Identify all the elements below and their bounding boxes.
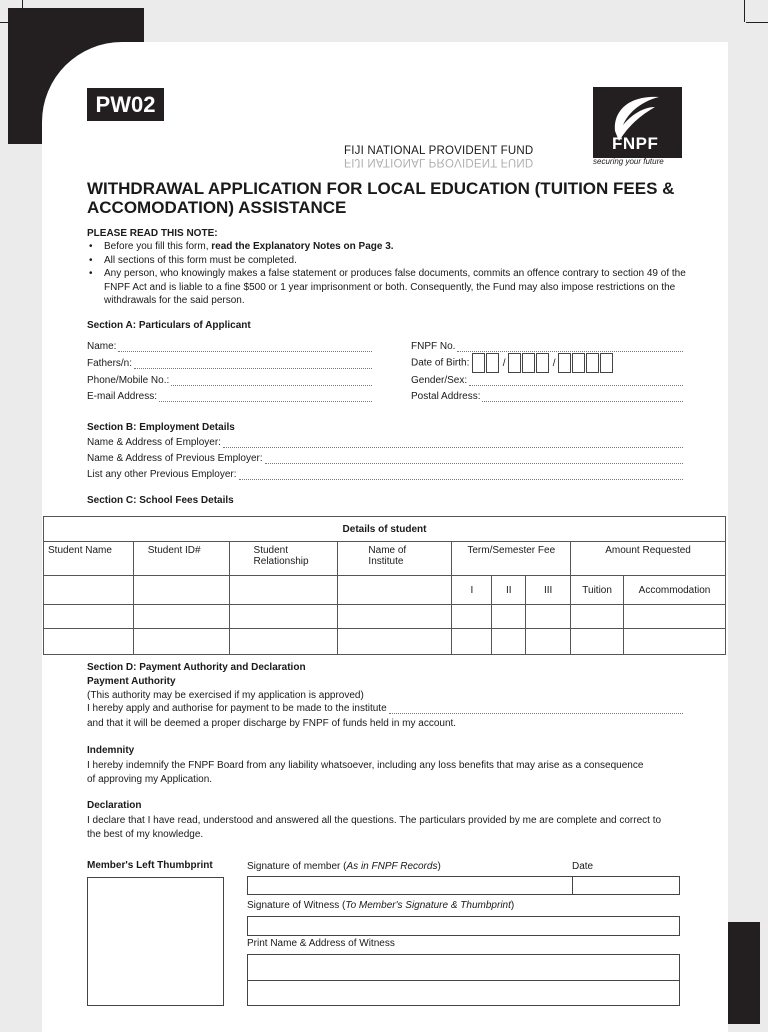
fund-name: FIJI NATIONAL PROVIDENT FUND FIJI NATIONAL PROVIDENT FUND: [344, 145, 534, 168]
table-cell[interactable]: [44, 605, 134, 629]
table-cell[interactable]: [571, 605, 624, 629]
header-relationship: Student Relationship: [229, 542, 338, 576]
table-cell[interactable]: [624, 629, 726, 655]
payment-authority-heading: Payment Authority: [87, 676, 176, 687]
gender-field[interactable]: [411, 375, 683, 386]
field-label: FNPF No.: [411, 341, 456, 352]
field-label: E-mail Address:: [87, 391, 158, 402]
payment-authority-text: and that it will be deemed a proper discharge by FNPF of funds held in my account.: [87, 718, 457, 729]
logo-text: FNPF: [612, 134, 659, 153]
witness-signature-label: Signature of Witness (To Member's Signature & Thumbprint): [247, 900, 515, 911]
field-label: Name & Address of Previous Employer:: [87, 453, 263, 464]
declaration-heading: Declaration: [87, 800, 142, 811]
fnpf-no-field[interactable]: [411, 341, 683, 352]
section-c-heading: Section C: School Fees Details: [87, 495, 234, 506]
declaration-text: I declare that I have read, understood and answered all the questions. The particulars provided by me are complete and correct to the best of my knowledge.: [87, 815, 662, 840]
fathers-name-field[interactable]: [87, 358, 372, 369]
field-label: Gender/Sex:: [411, 375, 468, 386]
list-item: • Any person, who knowingly makes a false statement or produces false documents, commits an offence contrary to section 49 of the FNPF Act and is liable to a fine $500 or 1 year imprisonment or both. Consequently, the Fund may also impose restrictions on the withdrawals for the said person.: [87, 267, 687, 308]
field-label: Postal Address:: [411, 391, 481, 402]
indemnity-text: I hereby indemnify the FNPF Board from any liability whatsoever, including any loss benefits that may arise as a consequence of approving my Application.: [87, 760, 644, 785]
logo-tagline: securing your future: [593, 157, 664, 166]
header-term-1: I: [452, 576, 492, 605]
field-label: Phone/Mobile No.:: [87, 375, 170, 386]
table-cell[interactable]: [229, 605, 338, 629]
crop-mark: [744, 0, 745, 22]
header-amount: Amount Requested: [571, 542, 726, 576]
list-item: • Before you fill this form, read the Explanatory Notes on Page 3.: [87, 240, 687, 254]
thumbprint-box[interactable]: [87, 877, 224, 1006]
dob-month-box[interactable]: [536, 353, 549, 373]
table-cell[interactable]: [229, 629, 338, 655]
header-tuition: Tuition: [571, 576, 624, 605]
table-title: Details of student: [44, 517, 726, 542]
table-row: [44, 517, 726, 542]
thumbprint-label: Member's Left Thumbprint: [87, 860, 213, 871]
table-cell[interactable]: [624, 605, 726, 629]
section-a-heading: Section A: Particulars of Applicant: [87, 320, 251, 331]
name-field[interactable]: [87, 341, 372, 352]
table-subheader-row: [44, 576, 726, 605]
dob-day-box[interactable]: [472, 353, 485, 373]
indemnity-heading: Indemnity: [87, 745, 135, 756]
date-separator: /: [502, 357, 506, 369]
date-separator: /: [552, 357, 556, 369]
dob-year-box[interactable]: [600, 353, 613, 373]
field-label: Name & Address of Employer:: [87, 437, 221, 448]
table-header-row: [44, 542, 726, 576]
table-cell[interactable]: [338, 576, 452, 605]
table-cell[interactable]: [492, 629, 526, 655]
dob-day-box[interactable]: [486, 353, 499, 373]
witness-name-label: Print Name & Address of Witness: [247, 938, 395, 949]
witness-address-box[interactable]: [247, 980, 680, 1006]
form-code: PW02: [87, 88, 164, 121]
phone-field[interactable]: [87, 375, 372, 386]
header-student-name: Student Name: [44, 542, 134, 576]
member-signature-label: Signature of member (As in FNPF Records): [247, 861, 441, 872]
header-term-fee: Term/Semester Fee: [452, 542, 571, 576]
field-label: List any other Previous Employer:: [87, 469, 237, 480]
table-row: [44, 629, 726, 655]
table-cell[interactable]: [338, 629, 452, 655]
postal-address-field[interactable]: [411, 391, 683, 402]
note-heading: PLEASE READ THIS NOTE:: [87, 228, 218, 239]
field-label: I hereby apply and authorise for payment to be made to the institute: [87, 703, 387, 714]
table-cell[interactable]: [133, 605, 229, 629]
section-b-heading: Section B: Employment Details: [87, 422, 235, 433]
witness-signature-box[interactable]: [247, 916, 680, 936]
table-cell[interactable]: [133, 629, 229, 655]
field-label: Name:: [87, 341, 117, 352]
payment-authority-note: (This authority may be exercised if my application is approved): [87, 690, 364, 701]
section-d-heading: Section D: Payment Authority and Declaration: [87, 662, 306, 673]
table-row: [44, 605, 726, 629]
dob-year-box[interactable]: [558, 353, 571, 373]
date-box[interactable]: [572, 876, 680, 895]
dob-month-box[interactable]: [522, 353, 535, 373]
header-term-3: III: [526, 576, 571, 605]
crop-mark: [746, 22, 768, 23]
header-term-2: II: [492, 576, 526, 605]
crop-mark: [22, 0, 23, 8]
table-cell[interactable]: [492, 605, 526, 629]
school-fees-table: [43, 516, 726, 655]
institute-payment-field[interactable]: [87, 703, 683, 714]
dob-year-box[interactable]: [572, 353, 585, 373]
table-cell[interactable]: [452, 629, 492, 655]
field-label: Fathers/n:: [87, 358, 133, 369]
table-cell[interactable]: [526, 629, 571, 655]
table-cell[interactable]: [338, 605, 452, 629]
header-institute: Name of Institute: [338, 542, 452, 576]
dob-year-box[interactable]: [586, 353, 599, 373]
witness-name-box[interactable]: [247, 954, 680, 981]
table-cell[interactable]: [44, 576, 134, 605]
table-cell[interactable]: [452, 605, 492, 629]
table-cell[interactable]: [571, 629, 624, 655]
other-employer-field[interactable]: [87, 469, 683, 480]
table-cell[interactable]: [229, 576, 338, 605]
header-accommodation: Accommodation: [624, 576, 726, 605]
header-student-id: Student ID#: [133, 542, 229, 576]
date-label: Date: [572, 861, 594, 872]
form-title: WITHDRAWAL APPLICATION FOR LOCAL EDUCATION (TUITION FEES & ACCOMODATION) ASSISTANCE: [87, 179, 675, 217]
field-label: Date of Birth:: [411, 357, 470, 369]
notes-list: [87, 240, 687, 308]
table-cell[interactable]: [133, 576, 229, 605]
member-signature-box[interactable]: [247, 876, 573, 895]
table-cell[interactable]: [526, 605, 571, 629]
table-cell[interactable]: [44, 629, 134, 655]
employer-field[interactable]: [87, 437, 683, 448]
dob-field: [411, 353, 614, 373]
previous-employer-field[interactable]: [87, 453, 683, 464]
dob-month-box[interactable]: [508, 353, 521, 373]
list-item: • All sections of this form must be completed.: [87, 254, 687, 268]
fund-name-reflection: FIJI NATIONAL PROVIDENT FUND: [344, 156, 534, 168]
email-field[interactable]: [87, 391, 372, 402]
